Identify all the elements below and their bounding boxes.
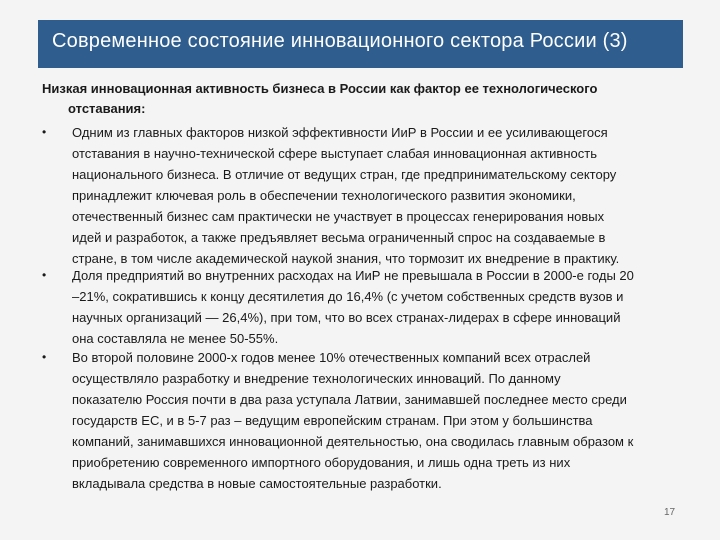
bullet-line: отставания в научно-технической сфере выступает слабая инновационная активность xyxy=(72,146,597,161)
bullet-line: национального бизнеса. В отличие от ведущих стран, где предпринимательскому сектору xyxy=(72,167,617,182)
bullet-line: осуществляло разработку и внедрение технологических инноваций. По данному xyxy=(72,371,561,386)
bullet-line: –21%, сократившись к концу десятилетия до 16,4% (с учетом собственных средств вузов и xyxy=(72,289,624,304)
bullet-line: вкладывала средства в новые самостоятельные разработки. xyxy=(72,476,442,491)
bullet-line: Одним из главных факторов низкой эффективности ИиР в России и ее усиливающегося xyxy=(72,125,608,140)
bullet-line: она составляла не менее 50-55%. xyxy=(72,331,279,346)
bullet-line: показателю Россия почти в два раза уступала Латвии, занимавшей последнее место среди xyxy=(72,392,627,407)
bullet-text xyxy=(72,265,682,349)
bullet-marker: • xyxy=(42,268,47,282)
bullet-line: приобретению современного импортного оборудования, и лишь одна треть из них xyxy=(72,455,571,470)
bullet-marker: • xyxy=(42,125,47,139)
bullet-text xyxy=(72,122,682,269)
slide-title: Современное состояние инновационного сектора России (3) xyxy=(52,30,628,52)
bullet-text xyxy=(72,347,682,494)
bullet-line: идей и разработок, а также предъявляет весьма ограниченный спрос на создаваемые в xyxy=(72,230,606,245)
subtitle-line: отставания: xyxy=(68,101,146,116)
bullet-line: компаний, занимавшихся инновационной деятельностью, она сводилась главным образом к xyxy=(72,434,634,449)
bullet-line: государств ЕС, и в 5-7 раз – ведущим европейским странам. При этом у большинства xyxy=(72,413,593,428)
bullet-line: отечественный бизнес сам практически не участвует в процессах генерирования новых xyxy=(72,209,605,224)
bullet-line: принадлежит ключевая роль в обеспечении технологического развития экономики, xyxy=(72,188,576,203)
bullet-line: Во второй половине 2000-х годов менее 10% отечественных компаний всех отраслей xyxy=(72,350,591,365)
page-number: 17 xyxy=(664,507,676,518)
bullet-line: стране, в том числе академической наукой знания, что тормозит их внедрение в практику. xyxy=(72,251,620,266)
subtitle-line: Низкая инновационная активность бизнеса в России как фактор ее технологического xyxy=(42,81,598,96)
bullet-line: Доля предприятий во внутренних расходах на ИиР не превышала в России в 2000-е годы 20 xyxy=(72,268,634,283)
bullet-line: научных организаций — 26,4%), при том, что во всех странах-лидерах в сфере инноваций xyxy=(72,310,621,325)
bullet-marker: • xyxy=(42,350,47,364)
